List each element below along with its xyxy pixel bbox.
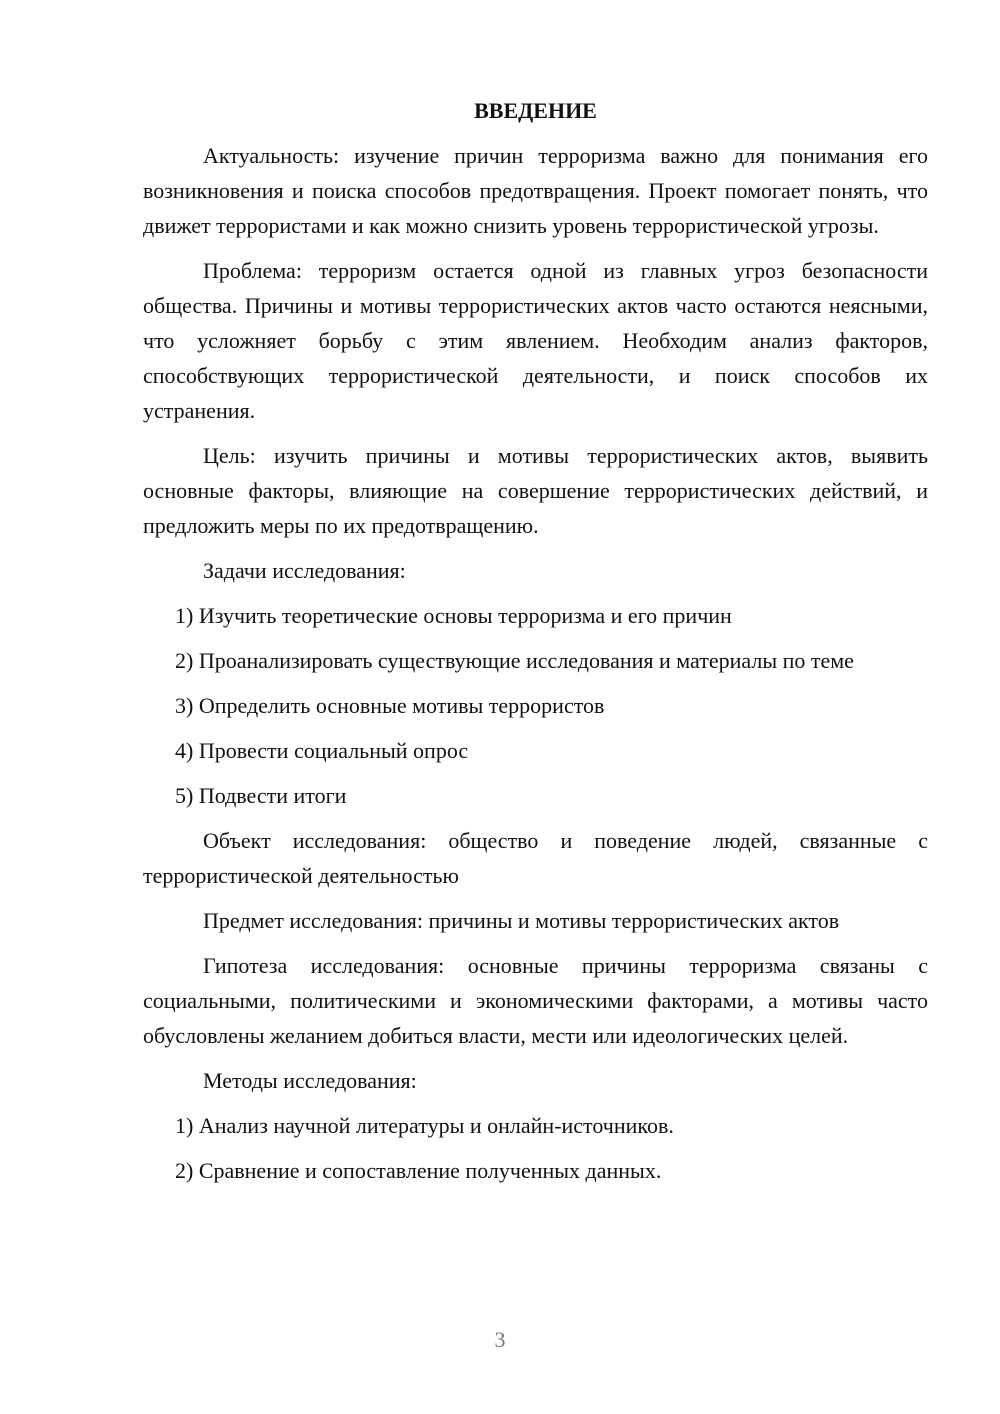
task-item-5: 5) Подвести итоги <box>175 783 347 808</box>
subject-paragraph: Предмет исследования: причины и мотивы террористических актов <box>203 908 840 933</box>
methods-heading: Методы исследования: <box>203 1068 417 1093</box>
goal-paragraph: Цель: изучить причины и мотивы террористических актов, выявить основные факторы, влияющие на совершение террористических действий, и предложить меры по их предотвращению. <box>143 443 928 538</box>
section-title: ВВЕДЕНИЕ <box>474 98 597 123</box>
problem-paragraph: Проблема: терроризм остается одной из главных угроз безопасности общества. Причины и мотивы террористических актов часто остаются неясными, что усложняет борьбу с этим явлением. Необходим анализ факторов, способствующих террористической деятельности, и поиск способов их устранения. <box>143 258 928 423</box>
task-item-1: 1) Изучить теоретические основы терроризма и его причин <box>175 603 732 628</box>
task-item-3: 3) Определить основные мотивы террористов <box>175 693 605 718</box>
page-number: 3 <box>494 1327 506 1352</box>
method-item-1: 1) Анализ научной литературы и онлайн-источников. <box>175 1113 674 1138</box>
object-paragraph: Объект исследования: общество и поведение людей, связанные с террористической деятельностью <box>143 828 928 888</box>
task-item-2: 2) Проанализировать существующие исследования и материалы по теме <box>175 648 854 673</box>
tasks-heading: Задачи исследования: <box>203 558 406 583</box>
page-content <box>143 96 928 1198</box>
relevance-paragraph: Актуальность: изучение причин терроризма важно для понимания его возникновения и поиска способов предотвращения. Проект помогает понять, что движет террористами и как можно снизить уровень террористической угрозы. <box>143 143 928 238</box>
task-item-4: 4) Провести социальный опрос <box>175 738 469 763</box>
method-item-2: 2) Сравнение и сопоставление полученных данных. <box>175 1158 662 1183</box>
hypothesis-paragraph: Гипотеза исследования: основные причины терроризма связаны с социальными, политическими и экономическими факторами, а мотивы часто обусловлены желанием добиться власти, мести или идеологических целей. <box>143 953 928 1048</box>
